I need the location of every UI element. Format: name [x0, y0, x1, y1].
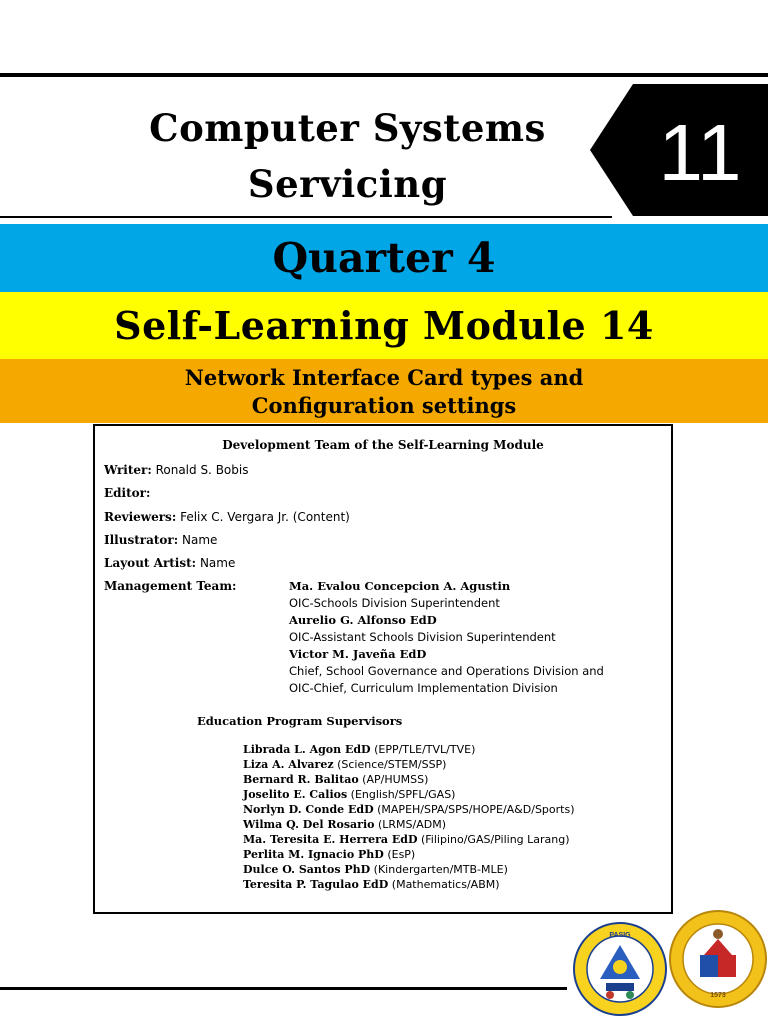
top-rule [0, 73, 768, 77]
quarter-band: Quarter 4 [0, 224, 768, 292]
supervisor-name: Liza A. Alvarez [243, 758, 334, 771]
supervisors-heading: Education Program Supervisors [197, 714, 403, 728]
module-band: Self-Learning Module 14 [0, 292, 768, 359]
management-title: OIC-Schools Division Superintendent [289, 596, 500, 610]
supervisor-area: (LRMS/ADM) [377, 818, 446, 831]
role-label: Layout Artist: [104, 556, 197, 570]
bottom-rule [0, 987, 567, 990]
management-title: OIC-Assistant Schools Division Superintendent [289, 630, 556, 644]
role-label: Illustrator: [104, 533, 179, 547]
supervisor-area: (Filipino/GAS/Piling Larang) [420, 833, 570, 846]
supervisor-name: Bernard R. Balitao [243, 773, 359, 786]
city-seal-logo [668, 909, 768, 1009]
supervisor-row [243, 803, 575, 816]
supervisor-row [243, 878, 500, 891]
role-editor [104, 486, 150, 500]
topic-line-1: Network Interface Card types and [184, 365, 584, 390]
development-team-box [93, 424, 673, 914]
supervisor-name: Ma. Teresita E. Herrera EdD [243, 833, 418, 846]
role-illustrator [104, 533, 217, 547]
supervisor-row [243, 758, 446, 771]
team-heading: Development Team of the Self-Learning Module [222, 438, 544, 452]
supervisor-area: (English/SPFL/GAS) [350, 788, 456, 801]
svg-text:PASIG: PASIG [609, 932, 631, 939]
topic-band [0, 359, 768, 423]
management-label: Management Team: [104, 579, 237, 593]
management-name: Aurelio G. Alfonso EdD [289, 613, 437, 627]
role-writer [104, 463, 248, 477]
supervisor-name: Perlita M. Ignacio PhD [243, 848, 384, 861]
supervisor-name: Librada L. Agon EdD [243, 743, 371, 756]
role-label: Reviewers: [104, 510, 177, 524]
supervisor-row [243, 743, 475, 756]
role-reviewers [104, 510, 350, 524]
management-name: Victor M. Javeña EdD [289, 647, 427, 661]
topic-line-2: Configuration settings [251, 393, 517, 418]
role-value: Name [181, 533, 218, 547]
supervisor-row [243, 788, 455, 801]
supervisor-area: (Science/STEM/SSP) [337, 758, 447, 771]
grade-number: 11 [658, 108, 742, 197]
role-layout-artist [104, 556, 235, 570]
title-underline [0, 216, 612, 218]
role-label: Writer: [104, 463, 152, 477]
subject-line-2: Servicing [247, 162, 448, 206]
role-value: Name [199, 556, 236, 570]
supervisor-row [243, 848, 415, 861]
subject-line-1: Computer Systems [149, 106, 546, 150]
management-title: OIC-Chief, Curriculum Implementation Division [289, 681, 558, 695]
supervisor-area: (EPP/TLE/TVL/TVE) [374, 743, 476, 756]
supervisor-row [243, 818, 446, 831]
supervisor-name: Dulce O. Santos PhD [243, 863, 371, 876]
supervisor-row [243, 773, 428, 786]
supervisor-name: Joselito E. Calios [243, 788, 348, 801]
role-value: Ronald S. Bobis [155, 463, 249, 477]
role-label: Editor: [104, 486, 151, 500]
cover-title [60, 100, 635, 212]
supervisor-row [243, 833, 570, 846]
svg-text:1573: 1573 [710, 992, 726, 999]
supervisor-area: (EsP) [387, 848, 416, 861]
supervisor-name: Wilma Q. Del Rosario [243, 818, 375, 831]
supervisor-area: (Mathematics/ABM) [391, 878, 500, 891]
division-seal-logo [572, 921, 668, 1017]
supervisor-name: Teresita P. Tagulao EdD [243, 878, 389, 891]
supervisor-area: (AP/HUMSS) [362, 773, 429, 786]
role-value: Felix C. Vergara Jr. (Content) [180, 510, 350, 524]
management-title: Chief, School Governance and Operations Division and [289, 664, 604, 678]
supervisor-area: (MAPEH/SPA/SPS/HOPE/A&D/Sports) [377, 803, 575, 816]
supervisor-name: Norlyn D. Conde EdD [243, 803, 374, 816]
supervisor-row [243, 863, 508, 876]
supervisor-area: (Kindergarten/MTB-MLE) [373, 863, 508, 876]
grade-badge [590, 84, 768, 216]
management-name: Ma. Evalou Concepcion A. Agustin [289, 579, 511, 593]
